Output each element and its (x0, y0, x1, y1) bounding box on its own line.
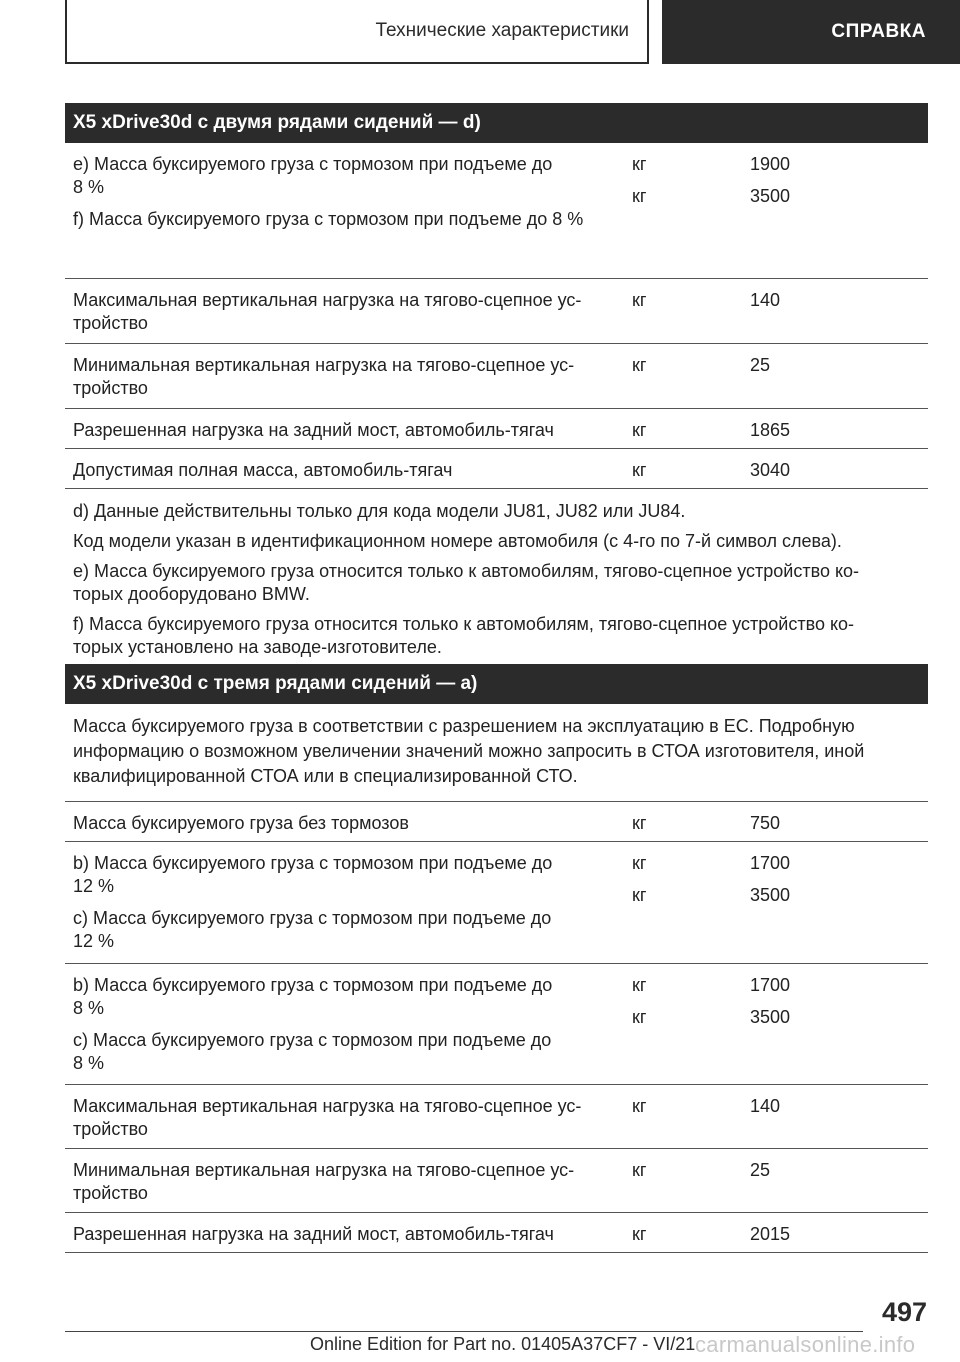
unit-text: кг (632, 975, 647, 995)
spec-table-three-rows (65, 664, 928, 1253)
unit-text: кг (632, 885, 647, 905)
row-unit (620, 974, 750, 1074)
row-value (750, 852, 928, 953)
row-unit (620, 153, 750, 268)
header-badge-text: СПРАВКА (831, 21, 926, 42)
row-description: Масса буксируемого груза без тормозов (73, 813, 409, 833)
table-row (65, 964, 928, 1085)
desc-line: 12 % (73, 931, 115, 951)
table-row (65, 344, 928, 409)
footnote-line: d) Данные действительны только для кода модели JU81, JU82 или JU84. (73, 501, 686, 521)
intro-line: квалифицированной СТОА или в специализированной СТО. (73, 766, 578, 786)
row-description (65, 1095, 620, 1138)
row-value (750, 974, 928, 1074)
row-description (65, 153, 620, 268)
row-value (750, 153, 928, 268)
unit-text: кг (632, 154, 647, 174)
table-row (65, 842, 928, 964)
value-text: 3500 (750, 186, 791, 206)
footnote (73, 530, 920, 553)
value-text: 1900 (750, 154, 791, 174)
header-chapter-badge (662, 0, 960, 64)
row-description: Разрешенная нагрузка на задний мост, автомобиль-тягач (73, 420, 554, 440)
desc-line: 8 % (73, 998, 105, 1018)
row-value: 750 (750, 813, 781, 833)
desc-line: Максимальная вертикальная нагрузка на тягово-сцепное ус- (73, 290, 582, 310)
row-unit: кг (632, 290, 647, 310)
value-text: 3500 (750, 1007, 791, 1027)
desc-line: 8 % (73, 1053, 105, 1073)
row-value: 2015 (750, 1224, 791, 1244)
footnote-line: Код модели указан в идентификационном номере автомобиля (с 4-го по 7-й символ слева). (73, 531, 842, 551)
row-description (65, 289, 620, 333)
value-text: 3500 (750, 885, 791, 905)
desc-line: тройство (73, 313, 148, 333)
footnote (73, 613, 920, 659)
header-title-text: Технические характеристики (375, 20, 629, 41)
table-row (65, 449, 928, 489)
row-unit: кг (632, 420, 647, 440)
footnote-line: e) Масса буксируемого груза относится только к автомобилям, тягово-сцепное устройство ко- (73, 561, 860, 581)
desc-line: f) Масса буксируемого груза с тормозом при подъеме до 8 % (73, 209, 584, 229)
row-description: Разрешенная нагрузка на задний мост, автомобиль-тягач (73, 1224, 554, 1244)
table-row (65, 1213, 928, 1253)
section-heading: X5 xDrive30d с тремя рядами сидений — a) (65, 664, 928, 704)
row-value: 25 (750, 1160, 771, 1180)
intro-paragraph (65, 704, 928, 802)
desc-line: 8 % (73, 177, 105, 197)
footnote-line: торых дооборудовано BMW. (73, 584, 310, 604)
row-description (65, 852, 620, 953)
footnotes (65, 489, 928, 672)
row-description: Допустимая полная масса, автомобиль-тягач (73, 460, 453, 480)
footer-edition: Online Edition for Part no. 01405A37CF7 - VI/21 (310, 1334, 696, 1354)
row-unit: кг (632, 460, 647, 480)
page-number: 497 (881, 1297, 927, 1327)
row-unit: кг (632, 1160, 647, 1180)
row-value: 140 (750, 1096, 781, 1116)
desc-line: тройство (73, 1119, 148, 1139)
desc-line: b) Масса буксируемого груза с тормозом при подъеме до (73, 853, 553, 873)
spec-table-two-rows (65, 103, 928, 672)
row-value: 140 (750, 290, 781, 310)
desc-line: e) Масса буксируемого груза с тормозом при подъеме до (73, 154, 553, 174)
table-row (65, 279, 928, 344)
footnote-line: f) Масса буксируемого груза относится только к автомобилям, тягово-сцепное устройство ко- (73, 614, 855, 634)
row-unit (620, 852, 750, 953)
row-description (65, 974, 620, 1074)
footnote-line: торых установлено на заводе-изготовителе. (73, 637, 442, 657)
desc-line: b) Масса буксируемого груза с тормозом при подъеме до (73, 975, 553, 995)
value-text: 1700 (750, 975, 791, 995)
desc-line: тройство (73, 1183, 148, 1203)
row-unit: кг (632, 1224, 647, 1244)
footnote (73, 500, 920, 523)
row-unit: кг (632, 813, 647, 833)
table-row (65, 409, 928, 449)
table-row (65, 802, 928, 842)
table-row (65, 143, 928, 279)
unit-text: кг (632, 853, 647, 873)
row-unit: кг (632, 355, 647, 375)
desc-line: 12 % (73, 876, 115, 896)
desc-line: Минимальная вертикальная нагрузка на тягово-сцепное ус- (73, 355, 575, 375)
desc-line: Максимальная вертикальная нагрузка на тягово-сцепное ус- (73, 1096, 582, 1116)
unit-text: кг (632, 186, 647, 206)
row-value: 1865 (750, 420, 791, 440)
intro-line: Масса буксируемого груза в соответствии с разрешением на эксплуатацию в ЕС. Подробную (73, 716, 855, 736)
header-section-title (65, 0, 649, 64)
desc-line: Минимальная вертикальная нагрузка на тягово-сцепное ус- (73, 1160, 575, 1180)
row-description (65, 354, 620, 398)
desc-line: c) Масса буксируемого груза с тормозом при подъеме до (73, 908, 552, 928)
value-text: 1700 (750, 853, 791, 873)
row-value: 3040 (750, 460, 791, 480)
unit-text: кг (632, 1007, 647, 1027)
row-value: 25 (750, 355, 771, 375)
table-row (65, 1085, 928, 1149)
table-row (65, 1149, 928, 1213)
row-unit: кг (632, 1096, 647, 1116)
footnote (73, 560, 920, 606)
row-description (65, 1159, 620, 1202)
section-heading: X5 xDrive30d с двумя рядами сидений — d) (65, 103, 928, 143)
intro-line: информацию о возможном увеличении значений можно запросить в СТОА изготовителя, иной (73, 741, 865, 761)
desc-line: тройство (73, 378, 148, 398)
watermark: carmanualsonline.info (695, 1332, 916, 1357)
desc-line: c) Масса буксируемого груза с тормозом при подъеме до (73, 1030, 552, 1050)
